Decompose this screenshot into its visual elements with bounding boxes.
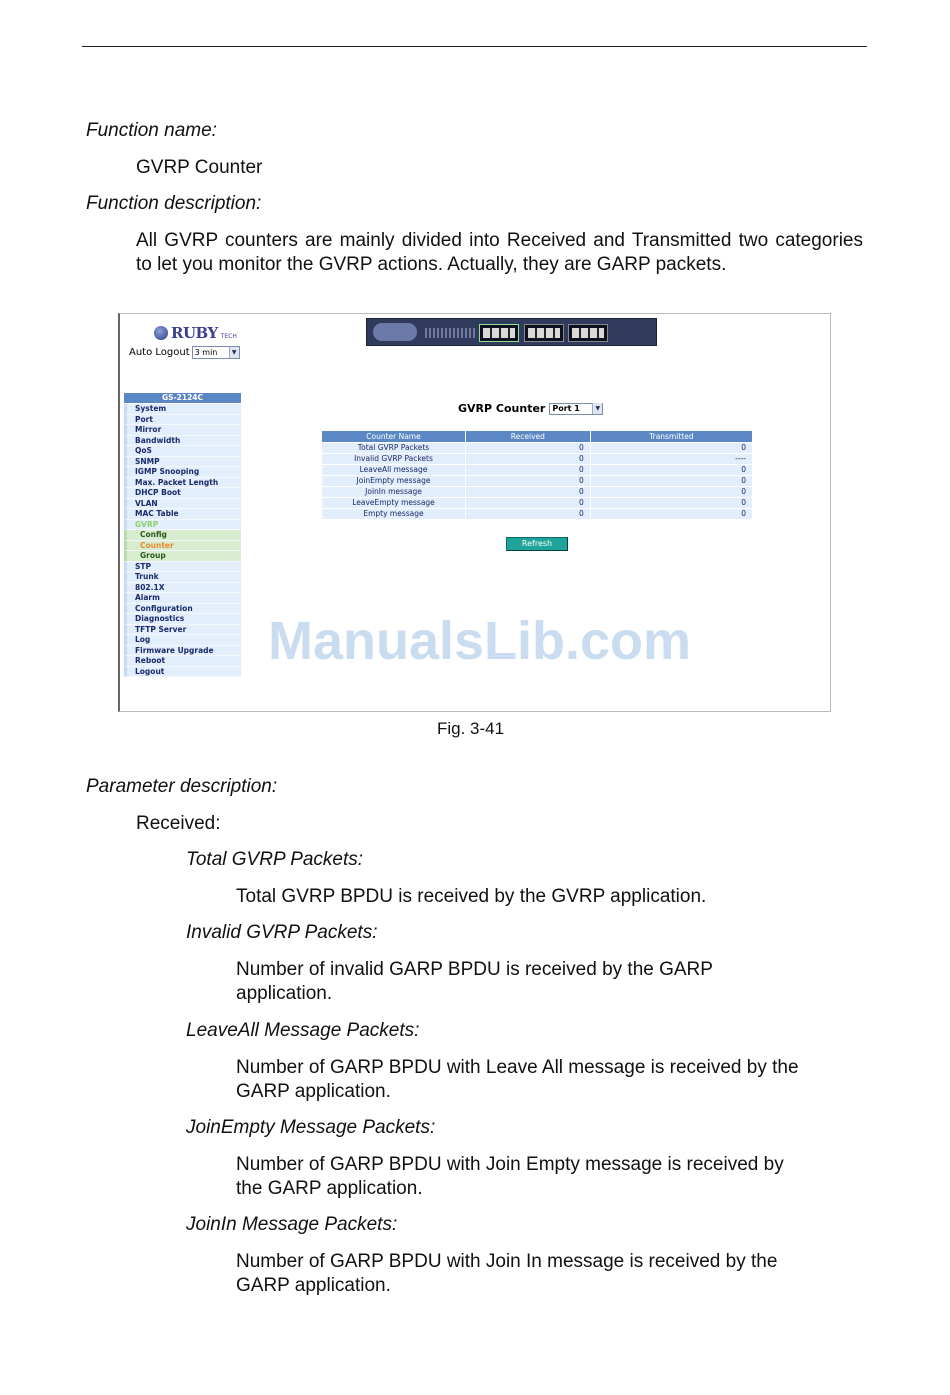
received-value: 0: [466, 454, 590, 464]
transmitted-value: 0: [591, 443, 752, 453]
received-value: 0: [466, 498, 590, 508]
counter-name: LeaveAll message: [322, 465, 465, 475]
sidebar-item-tftp-server[interactable]: TFTP Server: [124, 625, 241, 636]
param-description: Number of GARP BPDU with Join In message is received by the: [236, 1251, 778, 1272]
counter-table: [321, 430, 753, 520]
counter-name: Empty message: [322, 509, 465, 519]
sidebar-item-log[interactable]: Log: [124, 635, 241, 646]
transmitted-value: 0: [591, 509, 752, 519]
sidebar-header: GS-2124C: [124, 393, 241, 403]
sidebar-item-gvrp[interactable]: GVRP: [124, 520, 241, 531]
sidebar-item-reboot[interactable]: Reboot: [124, 656, 241, 667]
table-row: [322, 443, 752, 453]
param-description-cont: GARP application.: [236, 1081, 391, 1102]
watermark: ManualsLib.com: [268, 611, 692, 671]
sidebar-item-stp[interactable]: STP: [124, 562, 241, 573]
param-description-cont: GARP application.: [236, 1275, 391, 1296]
parameter-description-label: Parameter description:: [86, 776, 278, 797]
globe-icon: [154, 326, 168, 340]
panel-led-dots: [425, 328, 475, 338]
ruby-tech-logo: [154, 324, 237, 342]
column-header-received: Received: [466, 431, 590, 442]
table-row: [322, 509, 752, 519]
sidebar-item-vlan[interactable]: VLAN: [124, 499, 241, 510]
param-description: Total GVRP BPDU is received by the GVRP application.: [236, 886, 707, 907]
table-row: [322, 465, 752, 475]
switch-front-panel-image: [366, 318, 657, 346]
table-row: [322, 476, 752, 486]
port-select-value: Port 1: [552, 404, 580, 413]
logo-text: RUBY: [171, 324, 218, 342]
sidebar-subitem-group[interactable]: Group: [124, 551, 241, 562]
param-name: LeaveAll Message Packets:: [186, 1020, 420, 1041]
sidebar-item-firmware-upgrade[interactable]: Firmware Upgrade: [124, 646, 241, 657]
sidebar-item-trunk[interactable]: Trunk: [124, 572, 241, 583]
param-description: Number of GARP BPDU with Leave All message is received by the: [236, 1057, 799, 1078]
sidebar-item-snmp[interactable]: SNMP: [124, 457, 241, 468]
port-group-3: [568, 324, 608, 342]
param-description: Number of GARP BPDU with Join Empty message is received by: [236, 1154, 784, 1175]
received-value: 0: [466, 487, 590, 497]
param-name: Total GVRP Packets:: [186, 849, 364, 870]
column-header-transmitted: Transmitted: [591, 431, 752, 442]
sidebar-item-mac-table[interactable]: MAC Table: [124, 509, 241, 520]
panel-brand-badge: [373, 323, 417, 341]
table-row: [322, 454, 752, 464]
table-row: [322, 487, 752, 497]
sidebar-subitem-counter[interactable]: Counter: [124, 541, 241, 552]
gvrp-counter-heading: [458, 402, 603, 415]
figure-caption: Fig. 3-41: [437, 719, 505, 738]
sidebar-item-logout[interactable]: Logout: [124, 667, 241, 678]
counter-name: LeaveEmpty message: [322, 498, 465, 508]
sidebar-item-igmp-snooping[interactable]: IGMP Snooping: [124, 467, 241, 478]
transmitted-value: 0: [591, 487, 752, 497]
sidebar-item-configuration[interactable]: Configuration: [124, 604, 241, 615]
sidebar-item-mirror[interactable]: Mirror: [124, 425, 241, 436]
counter-name: Invalid GVRP Packets: [322, 454, 465, 464]
received-label: Received:: [136, 813, 221, 834]
function-description: All GVRP counters are mainly divided into Received and Transmitted two categories to let you monitor the GVRP actions. Actually, they are GARP packets.: [136, 230, 863, 275]
auto-logout: [129, 346, 240, 359]
received-value: 0: [466, 465, 590, 475]
table-row: [322, 498, 752, 508]
param-name: JoinEmpty Message Packets:: [186, 1117, 436, 1138]
transmitted-value: 0: [591, 476, 752, 486]
received-value: 0: [466, 443, 590, 453]
sidebar-item-qos[interactable]: QoS: [124, 446, 241, 457]
transmitted-value: 0: [591, 465, 752, 475]
transmitted-value: ----: [591, 454, 752, 464]
sidebar-item-max-packet-length[interactable]: Max. Packet Length: [124, 478, 241, 489]
param-name: Invalid GVRP Packets:: [186, 922, 378, 943]
param-description-cont: the GARP application.: [236, 1178, 423, 1199]
header-rule: [82, 46, 867, 47]
auto-logout-value: 3 min: [194, 348, 218, 357]
sidebar-item-alarm[interactable]: Alarm: [124, 593, 241, 604]
counter-name: JoinEmpty message: [322, 476, 465, 486]
column-header-counter-name: Counter Name: [322, 431, 465, 442]
sidebar-subitem-config[interactable]: Config: [124, 530, 241, 541]
counter-name: JoinIn message: [322, 487, 465, 497]
sidebar-item-dhcp-boot[interactable]: DHCP Boot: [124, 488, 241, 499]
sidebar-item-system[interactable]: System: [124, 404, 241, 415]
port-select[interactable]: [549, 403, 603, 415]
function-name-label: Function name:: [86, 120, 217, 141]
chevron-down-icon: ▼: [592, 403, 602, 414]
param-description-cont: application.: [236, 983, 333, 1004]
sidebar-item-diagnostics[interactable]: Diagnostics: [124, 614, 241, 625]
sidebar-item-bandwidth[interactable]: Bandwidth: [124, 436, 241, 447]
sidebar-menu: [124, 393, 241, 677]
sidebar-item-port[interactable]: Port: [124, 415, 241, 426]
function-name: GVRP Counter: [136, 157, 263, 178]
chevron-down-icon: ▼: [229, 347, 239, 358]
transmitted-value: 0: [591, 498, 752, 508]
logo-suffix: TECH: [220, 332, 237, 340]
sidebar-item-8021x[interactable]: 802.1X: [124, 583, 241, 594]
counter-name: Total GVRP Packets: [322, 443, 465, 453]
port-group-2: [524, 324, 564, 342]
param-name: JoinIn Message Packets:: [186, 1214, 398, 1235]
received-value: 0: [466, 476, 590, 486]
param-description: Number of invalid GARP BPDU is received by the GARP: [236, 959, 713, 980]
port-group-1: [479, 324, 519, 342]
received-value: 0: [466, 509, 590, 519]
refresh-button[interactable]: Refresh: [506, 537, 568, 551]
page-title: GVRP Counter: [458, 402, 546, 415]
function-description-label: Function description:: [86, 193, 262, 214]
auto-logout-select[interactable]: [192, 346, 240, 359]
auto-logout-label: Auto Logout: [129, 347, 190, 358]
